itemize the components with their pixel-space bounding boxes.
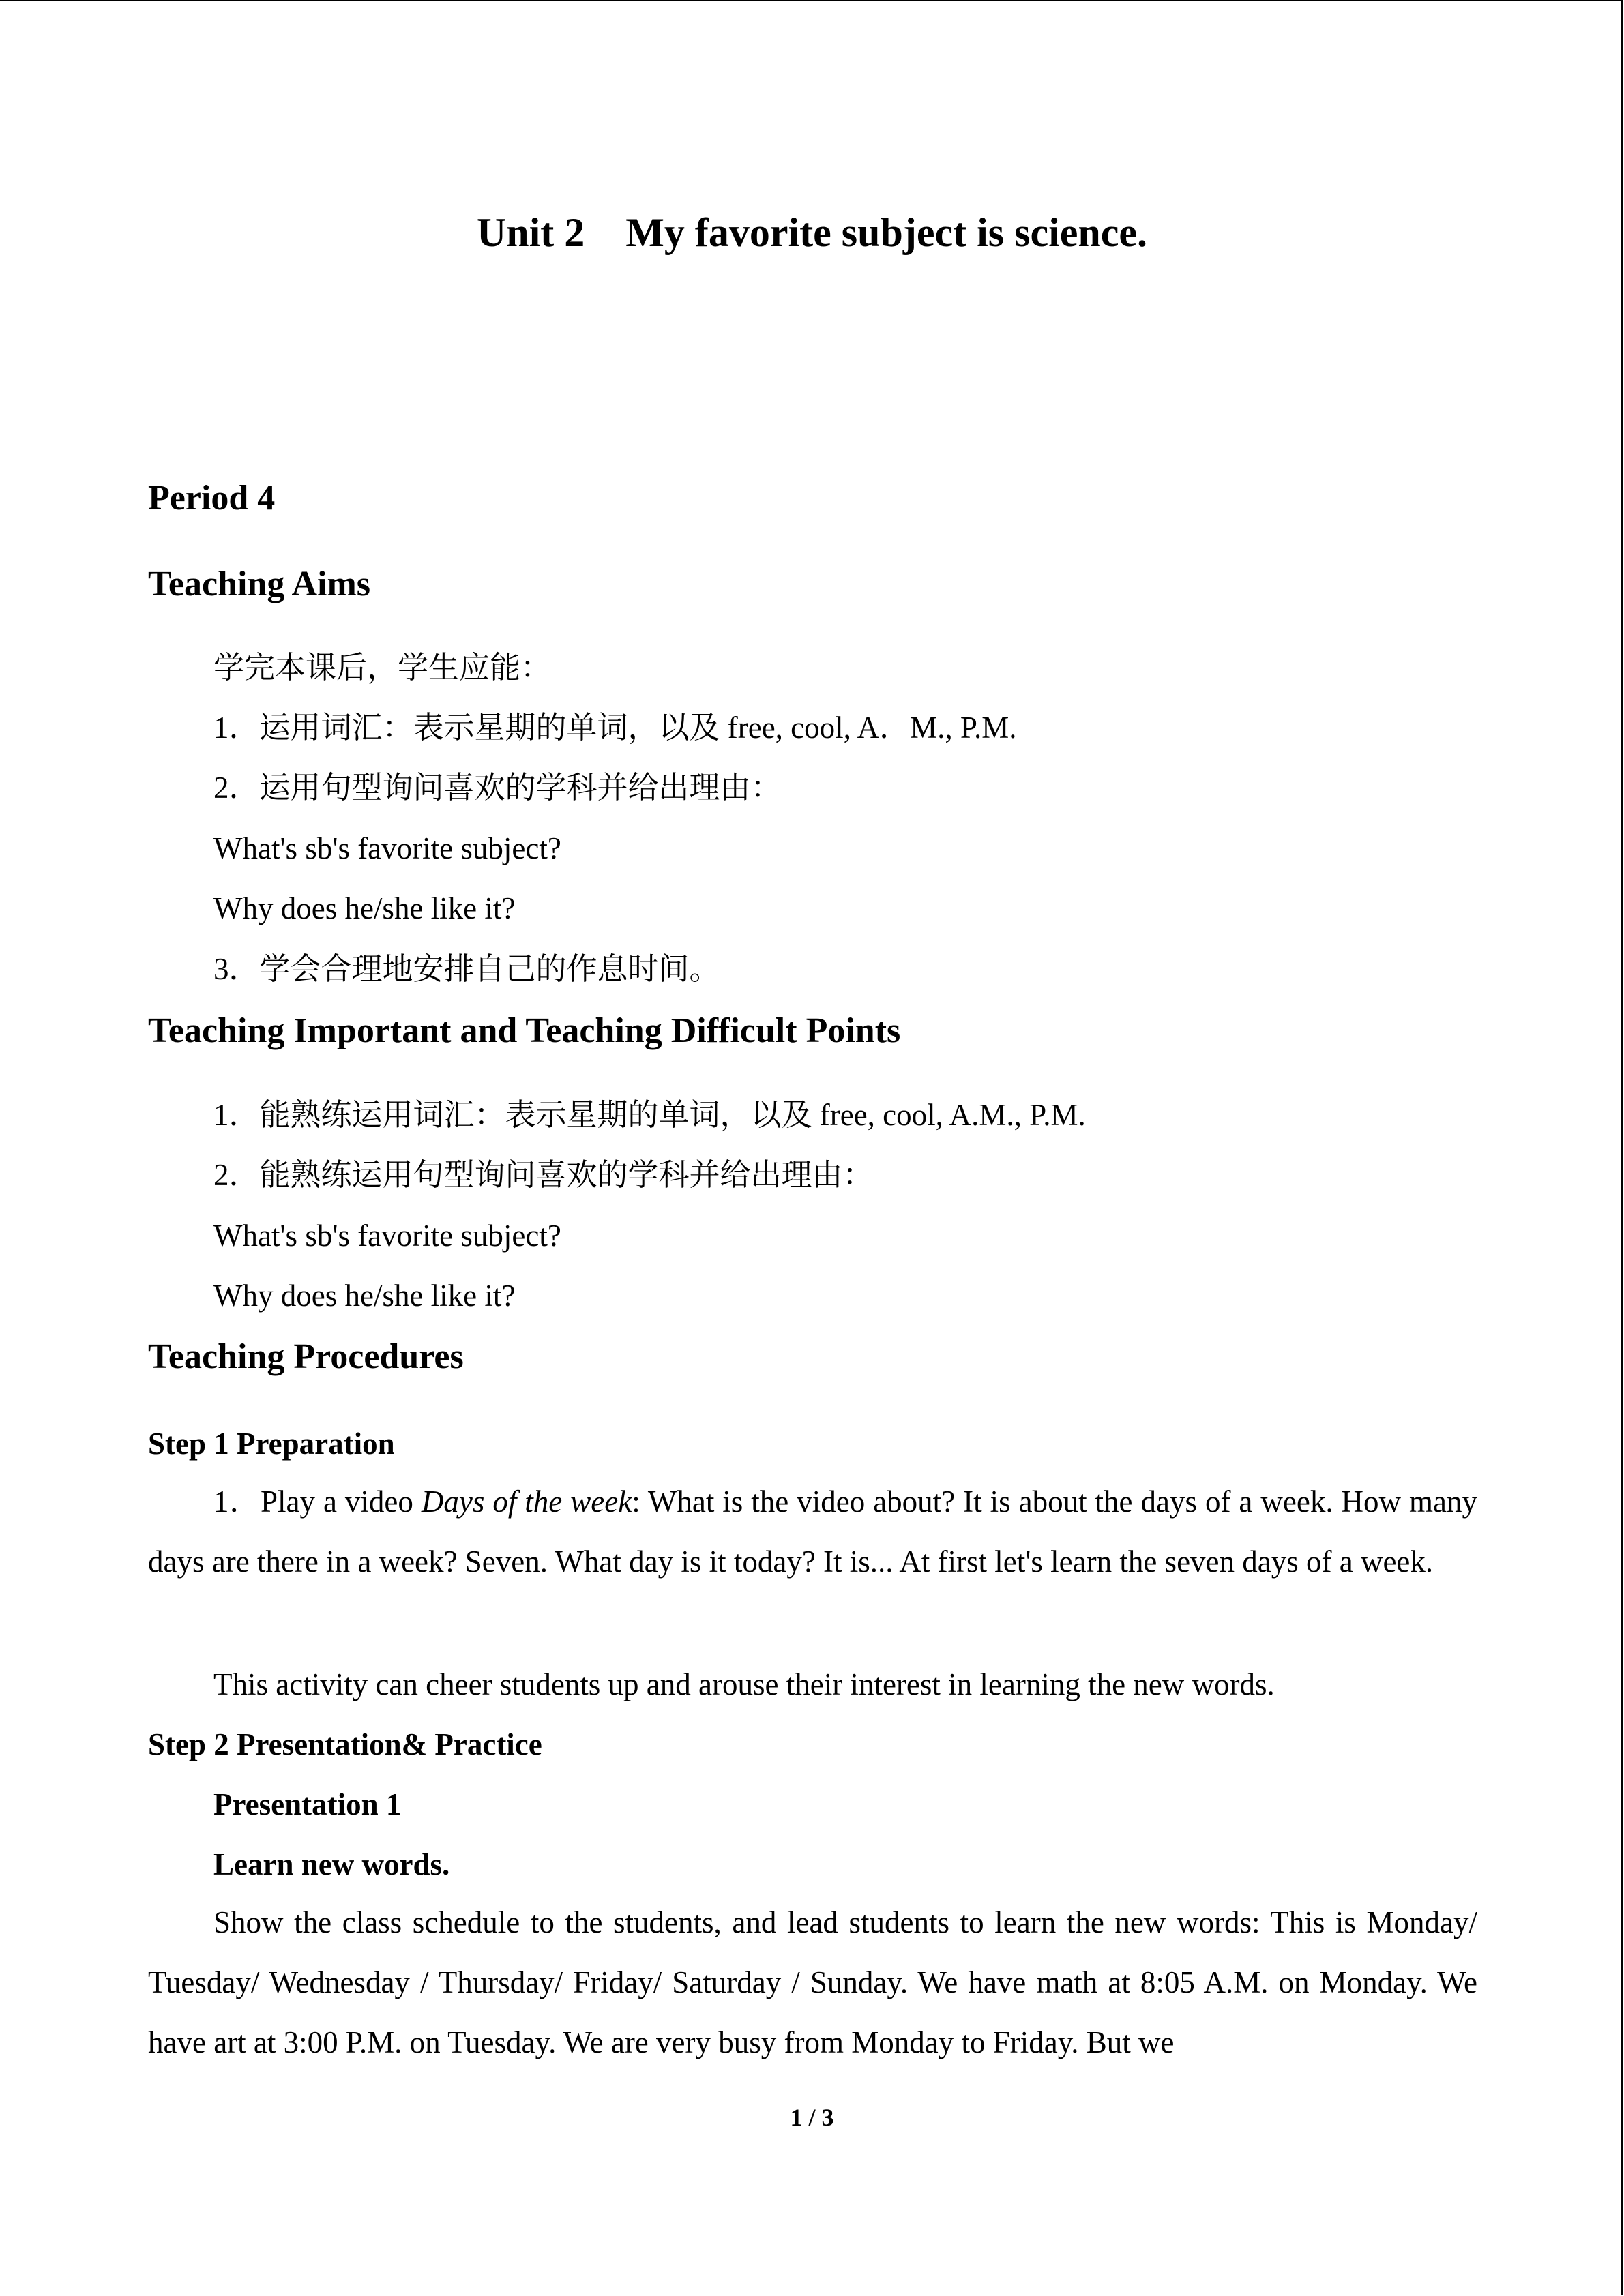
aims-intro: 学完本课后，学生应能：: [213, 651, 552, 685]
period-heading: Period 4: [148, 479, 276, 518]
aims-item-1: 1．运用词汇：表示星期的单词，以及 free, cool, A．M., P.M.: [213, 711, 1017, 745]
step2-heading: Step 2 Presentation& Practice: [148, 1727, 542, 1761]
points-item-1: 1．能熟练运用词汇：表示星期的单词，以及 free, cool, A.M., P.M.: [213, 1098, 1086, 1132]
aims-question-2: Why does he/she like it?: [213, 891, 516, 925]
points-question-2: Why does he/she like it?: [213, 1279, 516, 1313]
presentation-1-heading: Presentation 1: [213, 1787, 402, 1821]
points-item-2: 2．能熟练运用句型询问喜欢的学科并给出理由：: [213, 1158, 874, 1192]
step1-para1-prefix: 1．Play a video: [213, 1485, 422, 1519]
step1-paragraph-2: This activity can cheer students up and arouse their interest in learning the new words.: [213, 1667, 1275, 1701]
aims-question-1: What's sb's favorite subject?: [213, 831, 561, 865]
step2-paragraph: Show the class schedule to the students, and lead students to learn the new words: This is Monday/ Tuesday/ Wednesday / Thursday/ Friday/ Saturday / Sunday. We have math at 8:05 A.M. on Monday. We have art at 3:00 P.M. on Tuesday. We are very busy from Monday to Friday. But we: [148, 1905, 1477, 2059]
step1-para1-rest: : What is the video about? It is about the days of a week. How many days are there in a week? Seven. What day is it today? It is... At first let's learn the seven days of a week.: [148, 1485, 1478, 1579]
learn-new-words-heading: Learn new words.: [213, 1847, 450, 1881]
teaching-aims-heading: Teaching Aims: [148, 565, 371, 603]
video-title: Days of the week: [421, 1485, 632, 1519]
step1-paragraph-1: [148, 1472, 1477, 1592]
points-question-1: What's sb's favorite subject?: [213, 1219, 561, 1253]
important-points-heading: Teaching Important and Teaching Difficult Points: [148, 1011, 901, 1050]
step1-heading: Step 1 Preparation: [148, 1427, 395, 1461]
page-number: 1 / 3: [790, 2104, 834, 2131]
procedures-heading: Teaching Procedures: [148, 1337, 464, 1376]
aims-item-3: 3．学会合理地安排自己的作息时间。: [213, 952, 720, 986]
aims-item-2: 2．运用句型询问喜欢的学科并给出理由：: [213, 771, 782, 805]
document-title: Unit 2 My favorite subject is science.: [476, 210, 1148, 255]
